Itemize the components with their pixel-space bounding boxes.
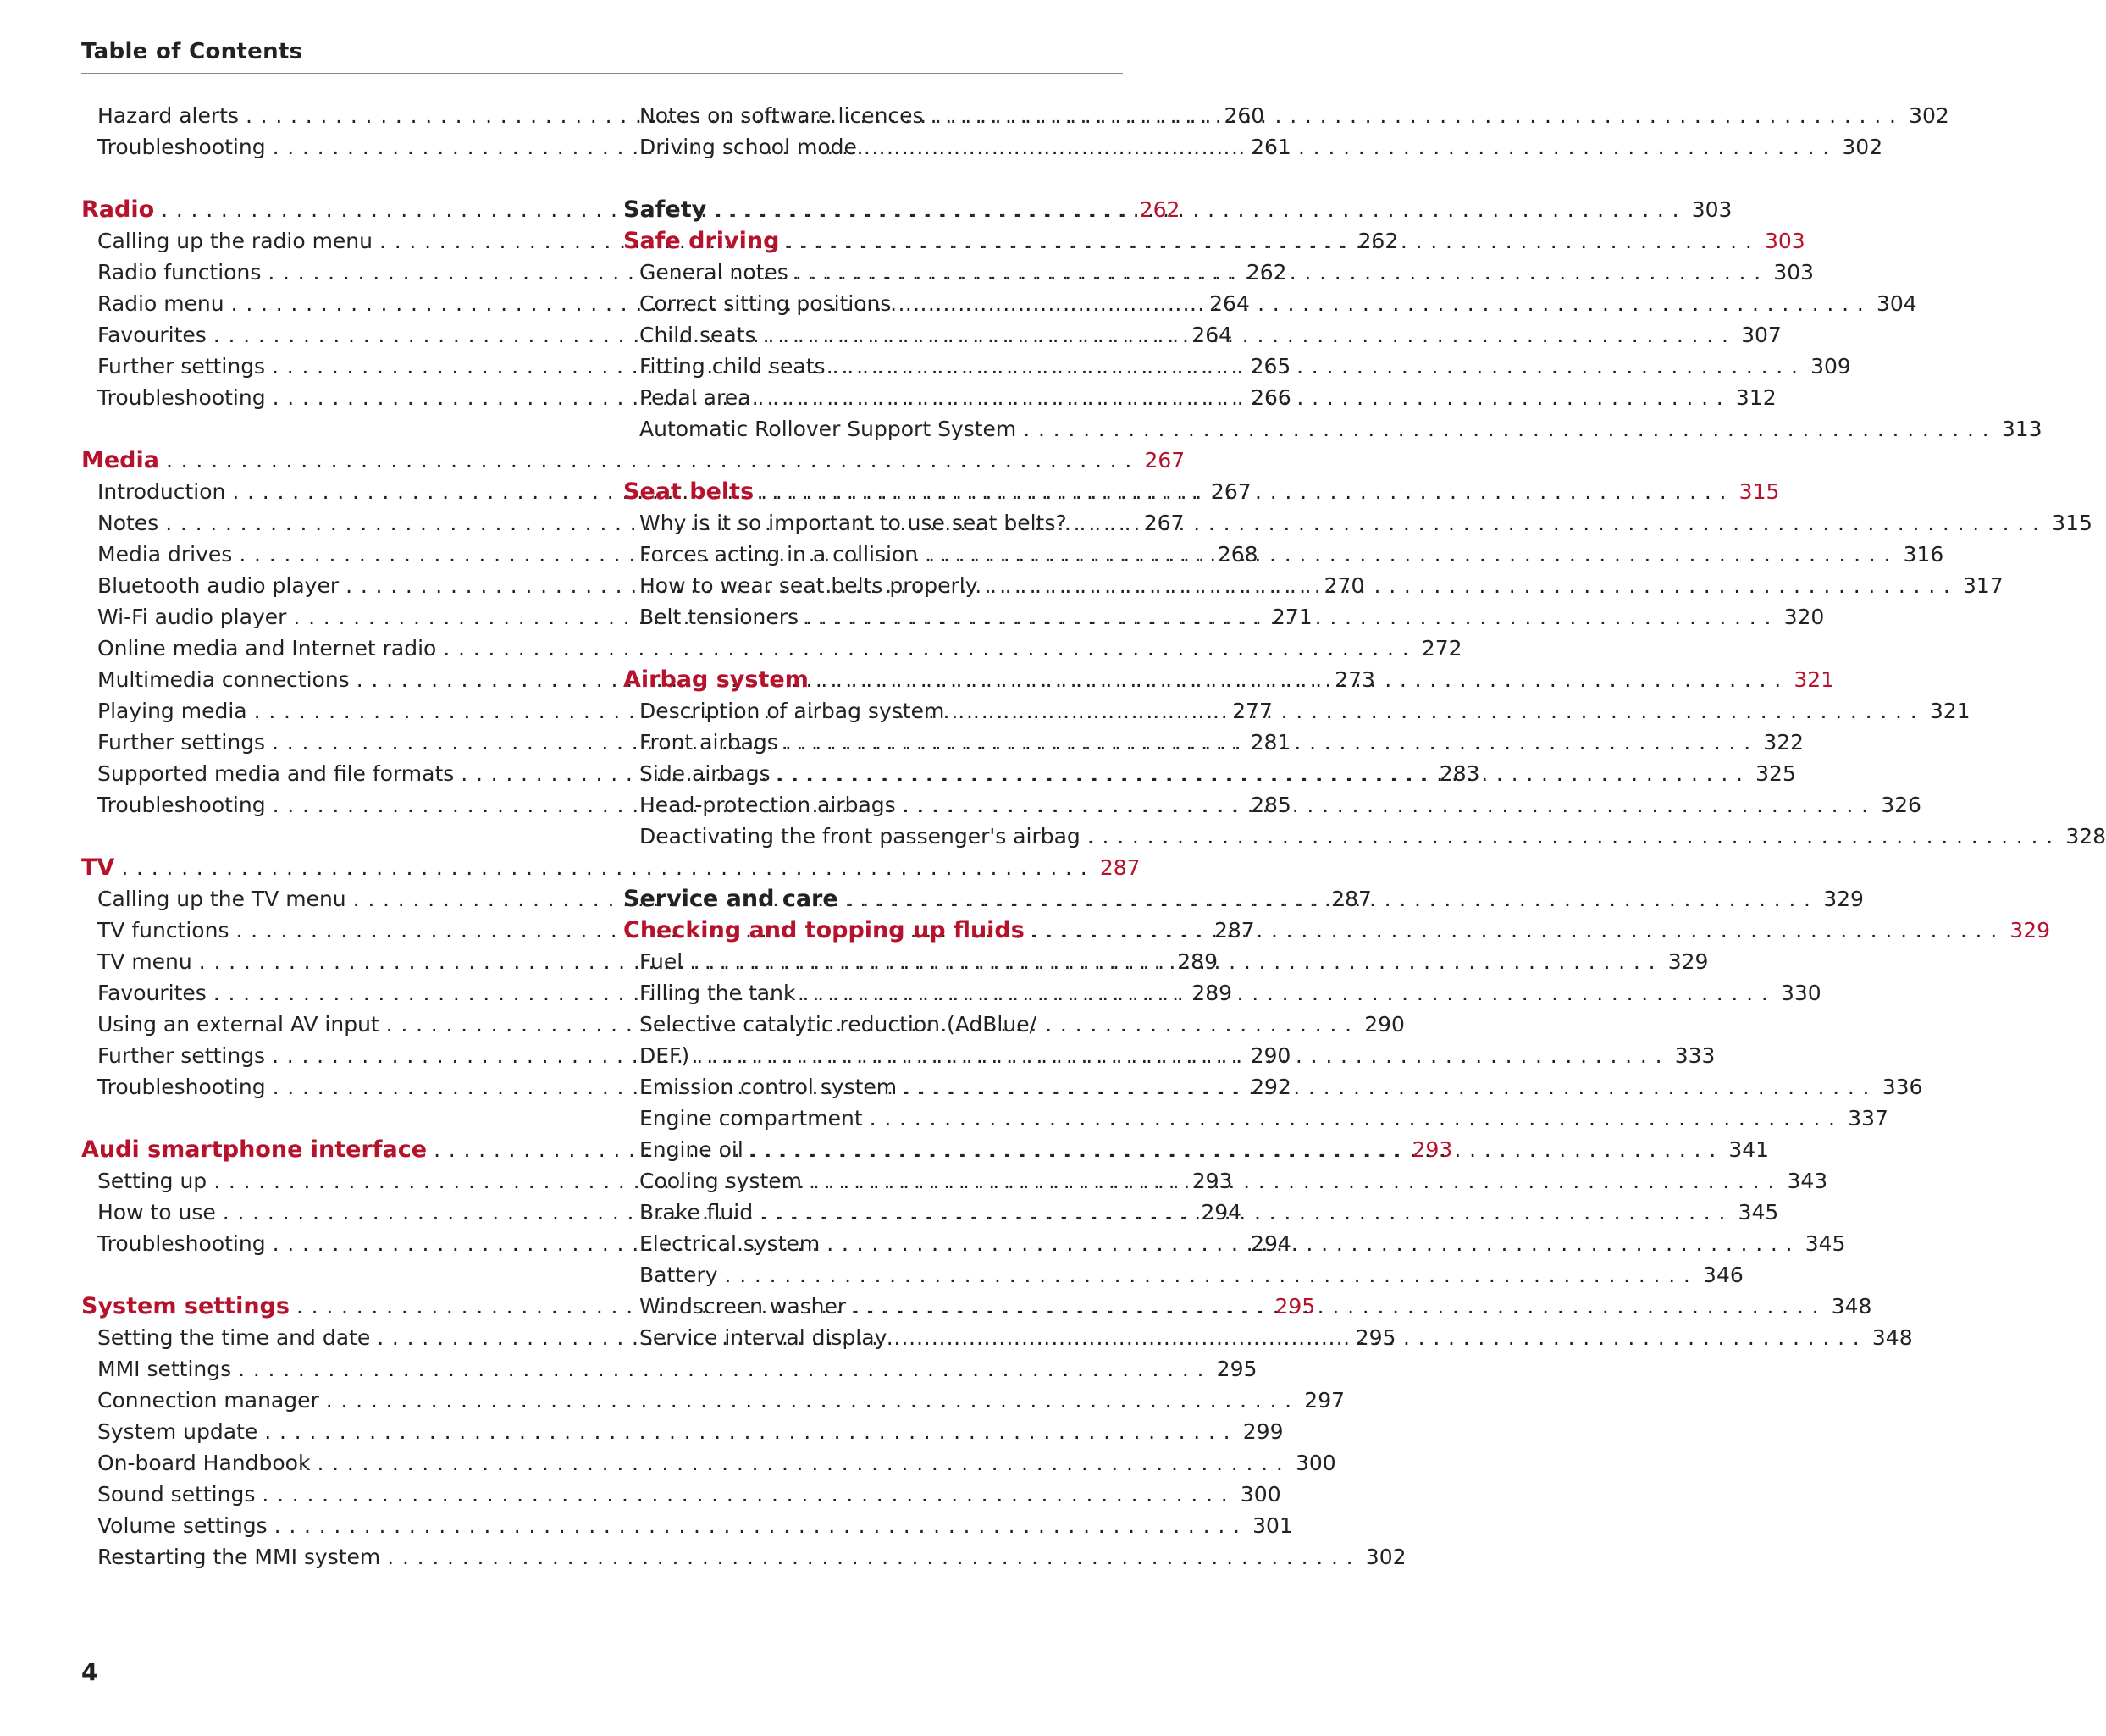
toc-chapter-audi-smartphone-interface[interactable]: Audi smartphone interface . . . 293 — [81, 1134, 583, 1165]
toc-chapter-tv[interactable]: TV . . . 287 — [81, 852, 583, 883]
toc-entry[interactable]: Further settings . . . 290 — [81, 1040, 583, 1071]
toc-entry[interactable]: Correct sitting positions . . . 304 — [623, 288, 1123, 319]
toc-entry[interactable]: Online media and Internet radio . . . 272 — [81, 633, 583, 664]
toc-entry[interactable]: Belt tensioners . . . 320 — [623, 601, 1123, 633]
toc-chapter-safe-driving[interactable]: Safe driving . . . 303 — [623, 225, 1123, 257]
toc-chapter-checking-fluids[interactable]: Checking and topping up fluids . . . 329 — [623, 915, 1123, 946]
toc-chapter-media[interactable]: Media . . . 267 — [81, 445, 583, 476]
toc-entry[interactable]: Automatic Rollover Support System . . . 313 — [623, 413, 1123, 445]
toc-entry[interactable]: Troubleshooting . . . 294 — [81, 1228, 583, 1259]
toc-entry[interactable]: Deactivating the front passenger's airbag . . . 328 — [623, 821, 1123, 852]
toc-entry[interactable]: Volume settings . . . 301 — [81, 1510, 583, 1541]
toc-entry[interactable]: Windscreen washer . . . 348 — [623, 1291, 1123, 1322]
toc-entry[interactable]: Using an external AV input . . . 290 — [81, 1009, 583, 1040]
toc-entry[interactable]: Description of airbag system . . . 321 — [623, 695, 1123, 727]
toc-chapter-radio[interactable]: Radio . . . 262 — [81, 194, 583, 225]
toc-entry[interactable]: Battery . . . 346 — [623, 1259, 1123, 1291]
toc-entry[interactable]: Setting the time and date . . . 295 — [81, 1322, 583, 1353]
toc-entry[interactable]: Troubleshooting . . . 292 — [81, 1071, 583, 1103]
toc-entry[interactable]: Calling up the radio menu . . . 262 — [81, 225, 583, 257]
toc-entry[interactable]: Driving school mode . . . 302 — [623, 131, 1123, 163]
toc-chapter-airbag-system[interactable]: Airbag system . . . 321 — [623, 664, 1123, 695]
toc-entry[interactable]: Filling the tank . . . 330 — [623, 977, 1123, 1009]
toc-part-safety[interactable]: Safety . . . 303 — [623, 194, 1123, 225]
toc-entry[interactable]: On-board Handbook . . . 300 — [81, 1447, 583, 1479]
toc-entry[interactable]: TV menu . . . 289 — [81, 946, 583, 977]
toc-entry[interactable]: Setting up . . . 293 — [81, 1165, 583, 1197]
toc-entry[interactable]: Engine oil . . . 341 — [623, 1134, 1123, 1165]
toc-entry[interactable]: Troubleshooting . . . 285 — [81, 789, 583, 821]
toc-entry[interactable]: Child seats . . . 307 — [623, 319, 1123, 351]
toc-entry[interactable]: Forces acting in a collision . . . 316 — [623, 539, 1123, 570]
toc-entry[interactable]: Radio functions . . . 262 — [81, 257, 583, 288]
toc-entry[interactable]: Favourites . . . 289 — [81, 977, 583, 1009]
toc-entry[interactable]: Troubleshooting . . . 261 — [81, 131, 583, 163]
toc-entry[interactable]: Troubleshooting . . . 266 — [81, 382, 583, 413]
toc-entry[interactable]: How to wear seat belts properly . . . 317 — [623, 570, 1123, 601]
toc-entry[interactable]: Why is it so important to use seat belts? . . . 315 — [623, 507, 1123, 539]
toc-entry[interactable]: DEF) . . . 333 — [623, 1040, 1123, 1071]
toc-entry[interactable]: Front airbags . . . 322 — [623, 727, 1123, 758]
toc-entry[interactable]: System update . . . 299 — [81, 1416, 583, 1447]
toc-entry[interactable]: Favourites . . . 264 — [81, 319, 583, 351]
toc-entry[interactable]: General notes . . . 303 — [623, 257, 1123, 288]
toc-chapter-seat-belts[interactable]: Seat belts . . . 315 — [623, 476, 1123, 507]
toc-entry[interactable]: Notes on software licences . . . 302 — [623, 100, 1123, 131]
toc-entry[interactable]: MMI settings . . . 295 — [81, 1353, 583, 1385]
toc-entry[interactable]: Cooling system . . . 343 — [623, 1165, 1123, 1197]
toc-entry[interactable]: Engine compartment . . . 337 — [623, 1103, 1123, 1134]
toc-entry[interactable]: Multimedia connections . . . 273 — [81, 664, 583, 695]
toc-entry[interactable]: Head-protection airbags . . . 326 — [623, 789, 1123, 821]
toc-chapter-system-settings[interactable]: System settings . . . 295 — [81, 1291, 583, 1322]
toc-entry[interactable]: Calling up the TV menu . . . 287 — [81, 883, 583, 915]
toc-entry[interactable]: Notes . . . 267 — [81, 507, 583, 539]
toc-entry[interactable]: Introduction . . . 267 — [81, 476, 583, 507]
toc-entry[interactable]: Sound settings . . . 300 — [81, 1479, 583, 1510]
toc-entry[interactable]: Fuel . . . 329 — [623, 946, 1123, 977]
toc-entry[interactable]: Service interval display . . . 348 — [623, 1322, 1123, 1353]
page-header — [81, 37, 1123, 74]
toc-entry[interactable]: Playing media . . . 277 — [81, 695, 583, 727]
toc-entry[interactable]: Supported media and file formats . . . 283 — [81, 758, 583, 789]
toc-part-service-and-care[interactable]: Service and care . . . 329 — [623, 883, 1123, 915]
toc-entry[interactable]: Brake fluid . . . 345 — [623, 1197, 1123, 1228]
toc-entry[interactable]: Radio menu . . . 264 — [81, 288, 583, 319]
page-number: 4 — [81, 1658, 98, 1686]
toc-entry[interactable]: Electrical system . . . 345 — [623, 1228, 1123, 1259]
toc-entry[interactable]: Side airbags . . . 325 — [623, 758, 1123, 789]
page-title: Table of Contents — [81, 39, 303, 64]
toc-entry[interactable]: Hazard alerts . . . 260 — [81, 100, 583, 131]
toc-entry[interactable]: Connection manager . . . 297 — [81, 1385, 583, 1416]
toc-entry[interactable]: Media drives . . . 268 — [81, 539, 583, 570]
toc-entry[interactable]: Further settings . . . 265 — [81, 351, 583, 382]
toc-entry[interactable]: Emission control system . . . 336 — [623, 1071, 1123, 1103]
toc-entry[interactable]: Bluetooth audio player . . . 270 — [81, 570, 583, 601]
toc-entry[interactable]: Restarting the MMI system . . . 302 — [81, 1541, 583, 1573]
toc-entry[interactable]: TV functions . . . 287 — [81, 915, 583, 946]
toc-entry[interactable]: Fitting child seats . . . 309 — [623, 351, 1123, 382]
toc-entry[interactable]: Further settings . . . 281 — [81, 727, 583, 758]
toc-entry[interactable]: Pedal area . . . 312 — [623, 382, 1123, 413]
toc-entry[interactable]: How to use . . . 294 — [81, 1197, 583, 1228]
toc-entry-wrapped-line[interactable]: Selective catalytic reduction (AdBlue/ — [639, 1012, 1036, 1037]
toc-entry[interactable]: Wi-Fi audio player . . . 271 — [81, 601, 583, 633]
